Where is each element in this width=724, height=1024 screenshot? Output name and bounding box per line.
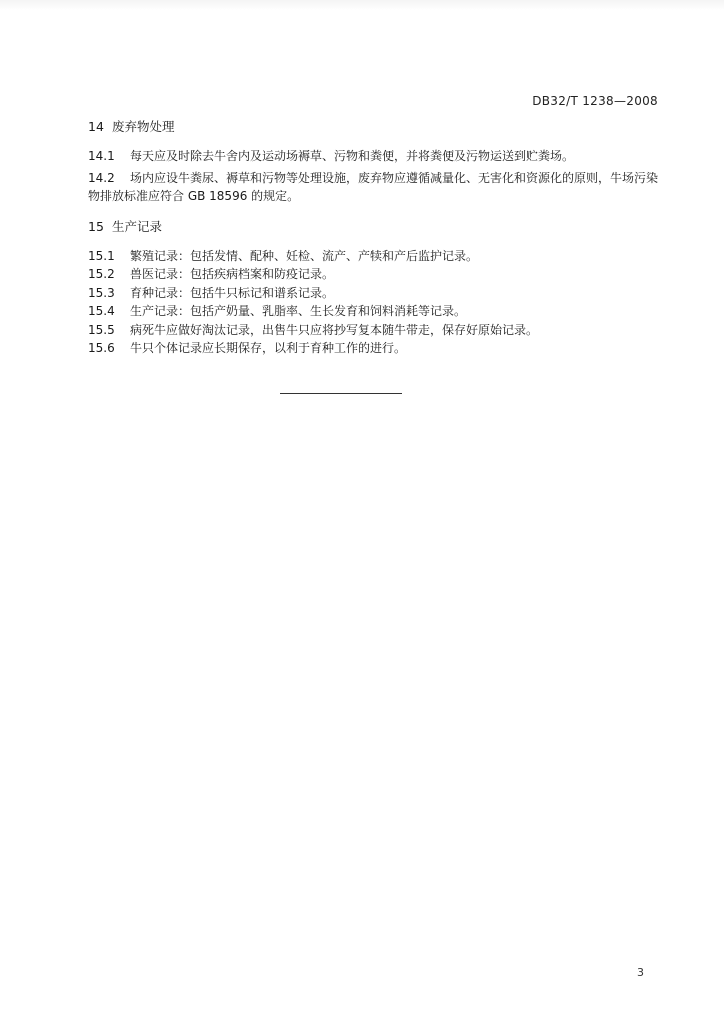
- end-separator-line: [280, 393, 402, 394]
- section-number: 14: [88, 119, 104, 134]
- clause-15-6: [88, 339, 662, 358]
- clause-text: 繁殖记录：包括发情、配种、妊检、流产、产犊和产后监护记录。: [130, 248, 479, 263]
- clause-15-1: [88, 247, 662, 266]
- clause-number: 15.1: [88, 248, 115, 263]
- clause-text: 育种记录：包括牛只标记和谱系记录。: [130, 285, 335, 300]
- clause-15-2: [88, 265, 662, 284]
- clause-number: 15.2: [88, 267, 115, 281]
- section-title: 废弃物处理: [112, 119, 175, 134]
- standard-code: DB32/T 1238—2008: [532, 94, 658, 108]
- scan-edge: [0, 0, 724, 10]
- clause-number: 15.5: [88, 322, 115, 337]
- clause-text: 每天应及时除去牛舍内及运动场褥草、污物和粪便，并将粪便及污物运送到贮粪场。: [130, 149, 575, 163]
- clause-14-1: [88, 147, 662, 166]
- page-number: 3: [637, 966, 644, 979]
- clause-15-5: [88, 321, 662, 340]
- clause-number: 15.6: [88, 341, 115, 355]
- clause-text: 兽医记录：包括疾病档案和防疫记录。: [130, 267, 335, 281]
- document-body: [88, 118, 662, 358]
- clause-text: 病死牛应做好淘汰记录，出售牛只应将抄写复本随牛带走，保存好原始记录。: [130, 322, 539, 337]
- clause-number: 14.2: [88, 170, 115, 185]
- clause-text: 场内应设牛粪尿、褥草和污物等处理设施，废弃物应遵循减量化、无害化和资源化的原则，牛场污染物排放标准应符合 GB 18596 的规定。: [88, 170, 659, 203]
- clause-text: 牛只个体记录应长期保存，以利于育种工作的进行。: [130, 341, 407, 355]
- clause-15-3: [88, 284, 662, 303]
- section-number: 15: [88, 218, 104, 234]
- section-heading-14: [88, 118, 662, 136]
- section-heading-15: [88, 218, 662, 236]
- clause-number: 15.3: [88, 285, 115, 300]
- clause-text: 生产记录：包括产奶量、乳脂率、生长发育和饲料消耗等记录。: [130, 304, 467, 318]
- clause-number: 14.1: [88, 149, 115, 163]
- clause-14-2: [88, 169, 662, 206]
- section-title: 生产记录: [112, 218, 163, 234]
- clause-15-4: [88, 302, 662, 321]
- clause-number: 15.4: [88, 304, 115, 318]
